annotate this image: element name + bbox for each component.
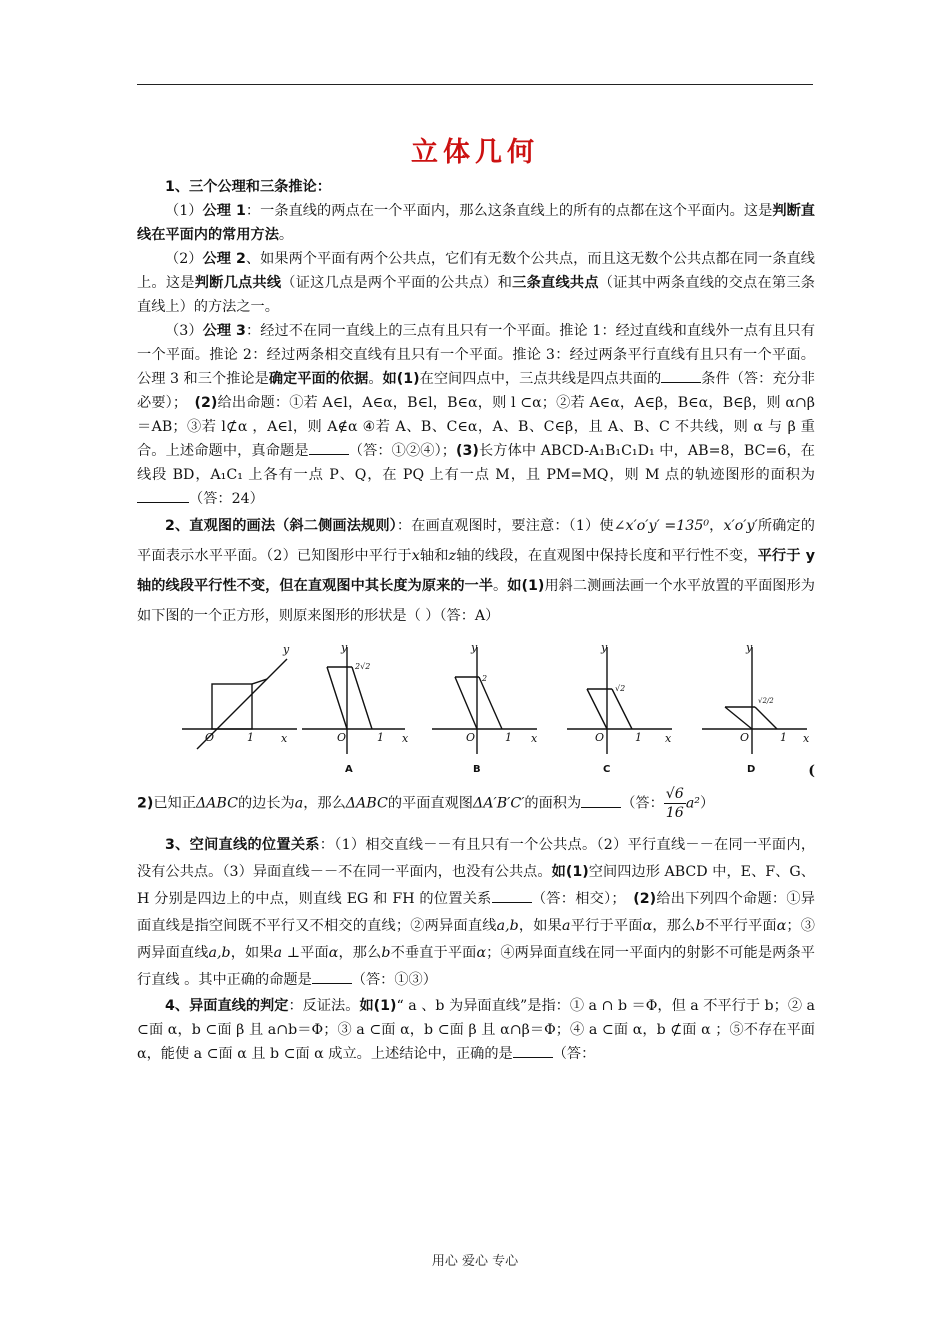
svg-text:1: 1 [505,731,512,744]
answer-blank [513,1043,553,1058]
figure-label-a: A [345,764,353,775]
answer-blank [137,488,189,503]
svg-text:1: 1 [247,731,254,744]
answer-blank [492,888,532,903]
figure-option-c [567,647,672,754]
svg-text:1: 1 [377,731,384,744]
oblique-drawing-figures [177,639,817,779]
axiom1-paragraph: （1）公理 1：一条直线的两点在一个平面内，那么这条直线上的所有的点都在这个平面内。这是判断直线在平面内的常用方法。 [137,203,815,243]
answer-blank [661,368,701,383]
svg-text:2: 2 [482,674,488,683]
svg-text:O: O [466,731,476,744]
answer-blank [312,969,352,984]
section3-paragraph: 3、空间直线的位置关系：（1）相交直线－－有且只有一个公共点。（2）平行直线－－在同一平面内，没有公共点。（3）异面直线－－不在同一平面内，也没有公共点。如(1)空间四边形 ABCD 中，E、F、G、H 分别是四边上的中点，则直线 EG 和 FH 的位置关系 （答：相交）； (2)给出下列四个命题：①异面直线是指空间既不平行又不相交的直线；②两异面直线a,b，如果a平行于平面α，那么b不平行平面α；③两异面直线a,b，如果a ⊥平面α，那么b不垂直于平面α；④两异面直线在同一平面内的射影不可能是两条平行直线 。其中正确的命题是 （答：①③） [137,837,816,988]
section4-paragraph: 4、异面直线的判定：反证法。如(1)“ a 、b 为异面直线”是指：① a ∩ b ＝Φ，但 a 不平行于 b；② a ⊂面 α，b ⊂面 β 且 a∩b＝Φ；③ a ⊂面 α，b ⊂面 β 且 α∩β＝Φ；④ a ⊂面 α，b ⊄面 α ；⑤不存在平面 α，能使 a ⊂面 α 且 b ⊂面 α 成立。上述结论中，正确的是 （答： [137,998,816,1062]
svg-text:1: 1 [635,731,642,744]
figure-row [137,639,815,779]
svg-text:x: x [402,732,409,745]
figure-original-square [182,659,297,749]
page-footer: 用心 爱心 专心 [431,1254,519,1269]
svg-text:y: y [601,641,608,654]
svg-text:x: x [281,732,288,745]
svg-text:O: O [740,731,750,744]
figure-option-a [302,647,405,754]
svg-text:x: x [803,732,810,745]
page-title: 立体几何 [411,137,539,168]
figure-option-d [702,647,807,754]
answer-blank [581,793,621,808]
svg-text:y: y [283,643,290,656]
svg-text:y: y [471,641,478,654]
section2-paragraph: 2、直观图的画法（斜二侧画法规则）：在画直观图时，要注意：（1）使∠x′o′y′ =135⁰，x′o′y′所确定的平面表示水平平面。（2）已知图形中平行于x轴和z轴的线段，在直观图中保持长度和平行性不变，平行于 y 轴的线段平行性不变，但在直观图中其长度为原来的一半。如(1)用斜二测画法画一个水平放置的平面图形为如下图的一个正方形，则原来图形的形状是（ ）（答：A） [137,518,815,624]
svg-text:O: O [337,731,347,744]
figure-option-b [432,647,537,754]
svg-text:y: y [746,641,753,654]
section1-heading: 1、三个公理和三条推论： [165,179,331,195]
svg-text:x: x [531,732,538,745]
svg-text:O: O [205,731,215,744]
header-rule [137,84,813,85]
svg-text:2√2: 2√2 [355,662,371,671]
svg-text:1: 1 [780,731,787,744]
figure-label-d: D [747,764,756,775]
answer-blank [309,440,349,455]
svg-text:√2/2: √2/2 [758,697,774,705]
figure-label-b: B [473,764,481,775]
svg-text:√2: √2 [615,684,626,693]
axiom3-paragraph: （3）公理 3：经过不在同一直线上的三点有且只有一个平面。推论 1：经过直线和直线外一点有且只有一个平面。推论 2：经过两条相交直线有且只有一个平面。推论 3：经过两条平行直线有且只有一个平面。公理 3 和三个推论是确定平面的依据。如(1)在空间四点中，三点共线是四点共面的 条件（答：充分非必要）； (2)给出命题：①若 A∈l，A∈α，B∈l，B∈α，则 l ⊂α；②若 A∈α，A∈β，B∈α，B∈β，则 α∩β＝AB；③若 l⊄α ，A∈l，则 A∉α ④若 A、B、C∈α，A、B、C∈β，且 A、B、C 不共线，则 α 与 β 重合。上述命题中，真命题是 （答：①②④）；(3)长方体中 ABCD-A₁B₁C₁D₁ 中，AB=8，BC=6，在线段 BD，A₁C₁ 上各有一点 P、Q，在 PQ 上有一点 M，且 PM=MQ，则 M 点的轨迹图形的面积为（答：24） [137,323,816,507]
section2-question2: 2)已知正ΔABC的边长为a，那么ΔABC的平面直观图ΔA′B′C′的面积为 （答： $\frac{√6}{16}$ a²） [137,786,715,821]
content-body [137,175,815,1066]
figure-label-c: C [603,764,611,775]
svg-text:x: x [665,732,672,745]
svg-text:O: O [595,731,605,744]
answer-fraction: $\frac{√6}{16}$ [665,786,684,821]
axiom2-paragraph: （2）公理 2、如果两个平面有两个公共点，它们有无数个公共点，而且这无数个公共点都在同一条直线上。这是判断几点共线（证这几点是两个平面的公共点）和三条直线共点（证其中两条直线的交点在第三条直线上）的方法之一。 [137,251,815,315]
svg-text:y: y [341,641,348,654]
trailing-paren: ( [808,763,815,779]
